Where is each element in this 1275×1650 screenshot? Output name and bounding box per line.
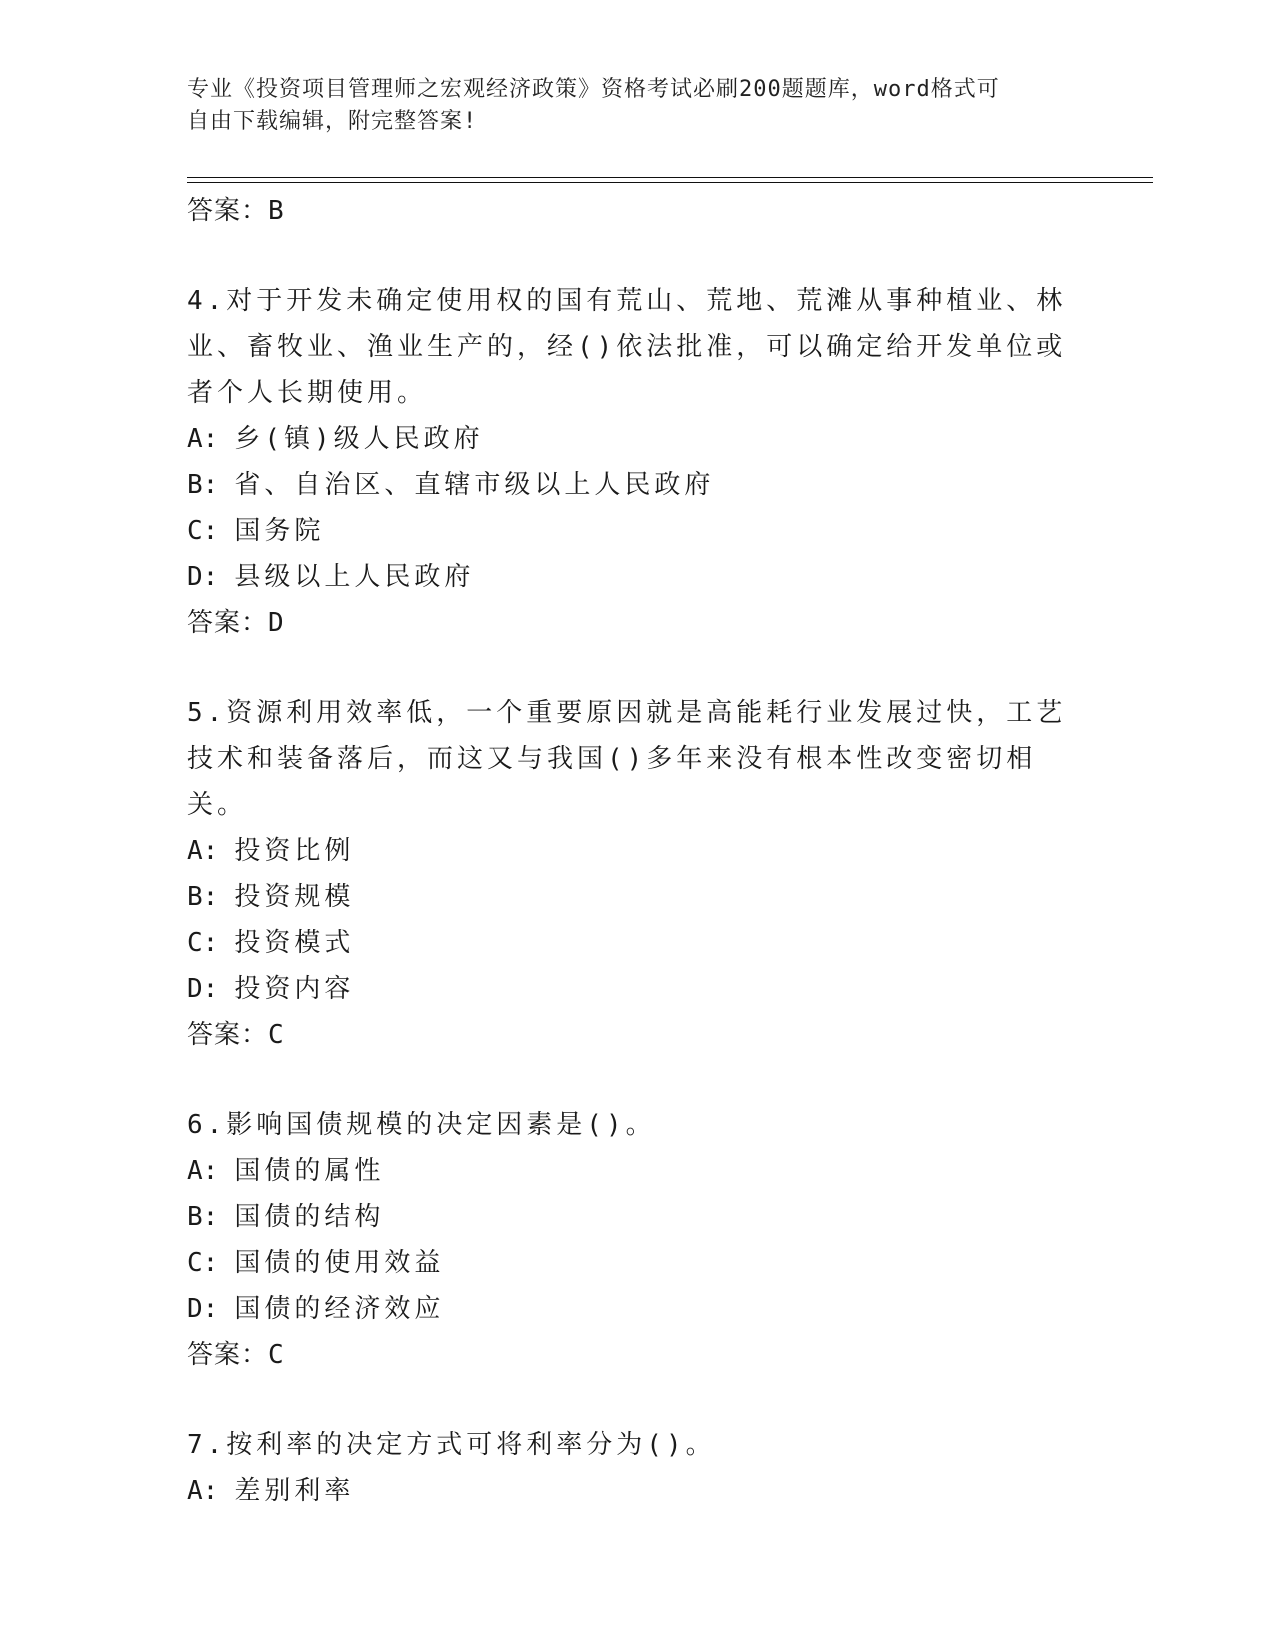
option-a: A: 差别利率 — [187, 1476, 355, 1506]
header-line-2: 自由下载编辑，附完整答案! — [187, 109, 478, 134]
answer: 答案：C — [187, 1340, 285, 1370]
previous-answer: 答案：B — [187, 196, 285, 226]
question-6 — [187, 1102, 1067, 1378]
option-b: B: 投资规模 — [187, 882, 355, 912]
option-c: C: 投资模式 — [187, 928, 355, 958]
question-7 — [187, 1422, 1067, 1514]
option-a: A: 乡(镇)级人民政府 — [187, 424, 484, 454]
option-a: A: 投资比例 — [187, 836, 355, 866]
header-rule-bottom — [187, 182, 1153, 183]
option-c: C: 国务院 — [187, 516, 325, 546]
header-line-1: 专业《投资项目管理师之宏观经济政策》资格考试必刷200题题库，word格式可 — [187, 77, 1000, 102]
question-text: 7.按利率的决定方式可将利率分为()。 — [187, 1430, 716, 1460]
option-d: D: 国债的经济效应 — [187, 1294, 445, 1324]
answer: 答案：D — [187, 608, 285, 638]
page-header — [187, 74, 1067, 138]
option-b: B: 省、自治区、直辖市级以上人民政府 — [187, 470, 715, 500]
question-text: 4.对于开发未确定使用权的国有荒山、荒地、荒滩从事种植业、林业、畜牧业、渔业生产的，经()依法批准，可以确定给开发单位或者个人长期使用。 — [187, 286, 1067, 408]
option-d: D: 县级以上人民政府 — [187, 562, 475, 592]
option-c: C: 国债的使用效益 — [187, 1248, 445, 1278]
answer: 答案：C — [187, 1020, 285, 1050]
question-4 — [187, 278, 1067, 646]
header-rule-top — [187, 177, 1153, 178]
option-d: D: 投资内容 — [187, 974, 355, 1004]
option-b: B: 国债的结构 — [187, 1202, 385, 1232]
question-5 — [187, 690, 1067, 1058]
question-text: 6.影响国债规模的决定因素是()。 — [187, 1110, 656, 1140]
option-a: A: 国债的属性 — [187, 1156, 385, 1186]
question-text: 5.资源利用效率低，一个重要原因就是高能耗行业发展过快，工艺技术和装备落后，而这又与我国()多年来没有根本性改变密切相关。 — [187, 698, 1067, 820]
question-list — [187, 188, 1067, 1558]
